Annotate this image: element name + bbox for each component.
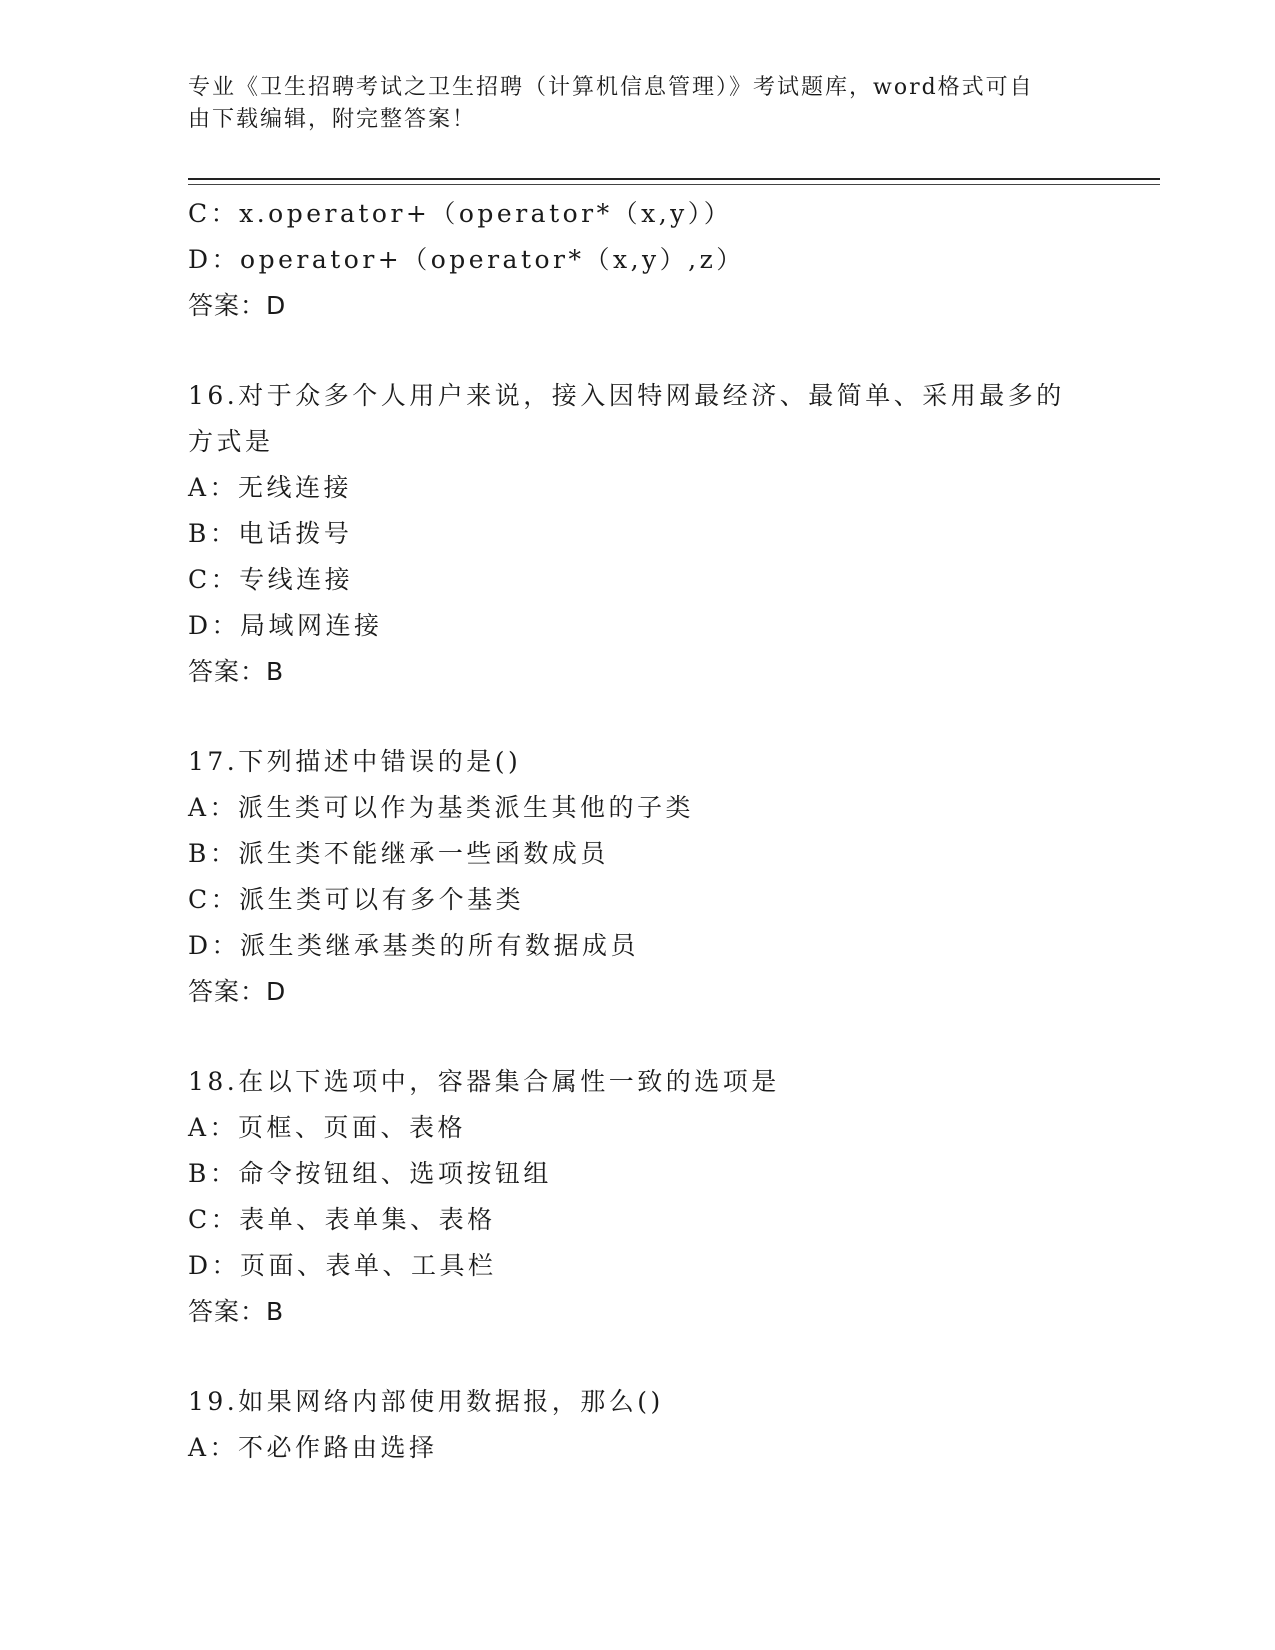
option-b: B：命令按钮组、选项按钮组 — [188, 1159, 552, 1188]
option-a: A：无线连接 — [188, 473, 353, 502]
option-b: B：电话拨号 — [188, 519, 353, 548]
question-list — [188, 191, 1158, 1471]
spacer — [188, 1335, 1158, 1379]
question-stem: 17.下列描述中错误的是() — [188, 747, 522, 776]
option-c: C：表单、表单集、表格 — [188, 1205, 496, 1234]
spacer — [188, 695, 1158, 739]
option-a: A：不必作路由选择 — [188, 1433, 438, 1462]
answer-line: 答案：B — [188, 657, 285, 686]
option-c: C：派生类可以有多个基类 — [188, 885, 525, 914]
header-line-1: 专业《卫生招聘考试之卫生招聘（计算机信息管理）》考试题库，word格式可自 — [188, 75, 1034, 100]
option-a: A：派生类可以作为基类派生其他的子类 — [188, 793, 695, 822]
option-c: C：x.operator+（operator*（x,y）） — [188, 199, 733, 228]
header-line-2: 由下载编辑，附完整答案！ — [188, 107, 477, 132]
answer-line: 答案：D — [188, 291, 287, 320]
question-stem: 19.如果网络内部使用数据报，那么() — [188, 1387, 664, 1416]
option-a: A：页框、页面、表格 — [188, 1113, 467, 1142]
option-d: D：operator+（operator*（x,y）,z） — [188, 245, 745, 274]
question-stem-continued: 方式是 — [188, 427, 274, 456]
question-stem: 18.在以下选项中，容器集合属性一致的选项是 — [188, 1067, 780, 1096]
header-divider-thick — [188, 178, 1160, 180]
option-b: B：派生类不能继承一些函数成员 — [188, 839, 609, 868]
question-16 — [188, 373, 1158, 695]
question-17 — [188, 739, 1158, 1015]
header-divider-thin — [188, 184, 1160, 185]
option-c: C：专线连接 — [188, 565, 354, 594]
document-header — [188, 72, 1088, 136]
spacer — [188, 329, 1158, 373]
option-d: D：派生类继承基类的所有数据成员 — [188, 931, 640, 960]
question-stem: 16.对于众多个人用户来说，接入因特网最经济、最简单、采用最多的 — [188, 381, 1065, 410]
question-15-continued — [188, 191, 1158, 329]
answer-line: 答案：D — [188, 977, 287, 1006]
spacer — [188, 1015, 1158, 1059]
option-d: D：局域网连接 — [188, 611, 383, 640]
question-19 — [188, 1379, 1158, 1471]
answer-line: 答案：B — [188, 1297, 285, 1326]
option-d: D：页面、表单、工具栏 — [188, 1251, 497, 1280]
question-18 — [188, 1059, 1158, 1335]
